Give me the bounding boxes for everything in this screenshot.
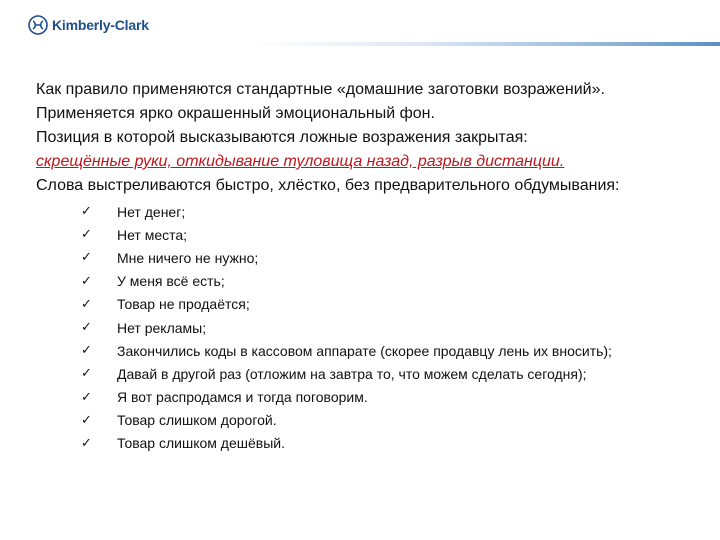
objection-text: Нет денег;	[117, 203, 186, 220]
objection-text: Давай в другой раз (отложим на завтра то, что можем сделать сегодня);	[117, 365, 587, 382]
header-divider	[0, 42, 720, 46]
list-item	[36, 293, 696, 316]
objection-text: Товар не продаётся;	[117, 296, 250, 313]
checkmark-icon: ✓	[81, 389, 92, 405]
list-item	[36, 223, 696, 246]
slide-body	[36, 78, 696, 455]
objection-text: Товар слишком дешёвый.	[117, 435, 285, 452]
objection-text: Нет рекламы;	[117, 319, 207, 336]
checkmark-icon: ✓	[81, 204, 92, 220]
checkmark-icon: ✓	[81, 227, 92, 243]
list-item	[36, 246, 696, 269]
paragraph-3: Позиция в которой высказываются ложные возражения закрытая:	[36, 129, 528, 146]
checkmark-icon: ✓	[81, 435, 92, 451]
list-item	[36, 200, 696, 223]
kimberly-clark-logo-icon	[28, 15, 48, 35]
objection-text: Закончились коды в кассовом аппарате (скорее продавцу лень их вносить);	[117, 342, 612, 359]
objection-text: Товар слишком дорогой.	[117, 412, 277, 429]
paragraph-2: Применяется ярко окрашенный эмоциональный фон.	[36, 105, 435, 122]
list-item	[36, 270, 696, 293]
list-item	[36, 432, 696, 455]
checkmark-icon: ✓	[81, 320, 92, 336]
list-item	[36, 409, 696, 432]
objection-text: Нет места;	[117, 226, 188, 243]
paragraph-4-highlight: скрещённые руки, откидывание туловища назад, разрыв дистанции.	[36, 153, 565, 170]
list-item	[36, 339, 696, 362]
objection-text: Мне ничего не нужно;	[117, 249, 259, 266]
checkmark-icon: ✓	[81, 273, 92, 289]
list-item	[36, 362, 696, 385]
paragraph-5: Слова выстреливаются быстро, хлёстко, без предварительного обдумывания:	[36, 177, 620, 194]
checkmark-icon: ✓	[81, 366, 92, 382]
paragraph-1: Как правило применяются стандартные «домашние заготовки возражений».	[36, 81, 605, 98]
list-item	[36, 386, 696, 409]
objections-list	[36, 200, 696, 455]
list-item	[36, 316, 696, 339]
company-logo	[28, 14, 149, 36]
objection-text: У меня всё есть;	[117, 273, 225, 290]
objection-text: Я вот распродамся и тогда поговорим.	[117, 389, 368, 406]
checkmark-icon: ✓	[81, 412, 92, 428]
checkmark-icon: ✓	[81, 250, 92, 266]
checkmark-icon: ✓	[81, 296, 92, 312]
company-name: Kimberly-Clark	[52, 17, 149, 33]
checkmark-icon: ✓	[81, 343, 92, 359]
